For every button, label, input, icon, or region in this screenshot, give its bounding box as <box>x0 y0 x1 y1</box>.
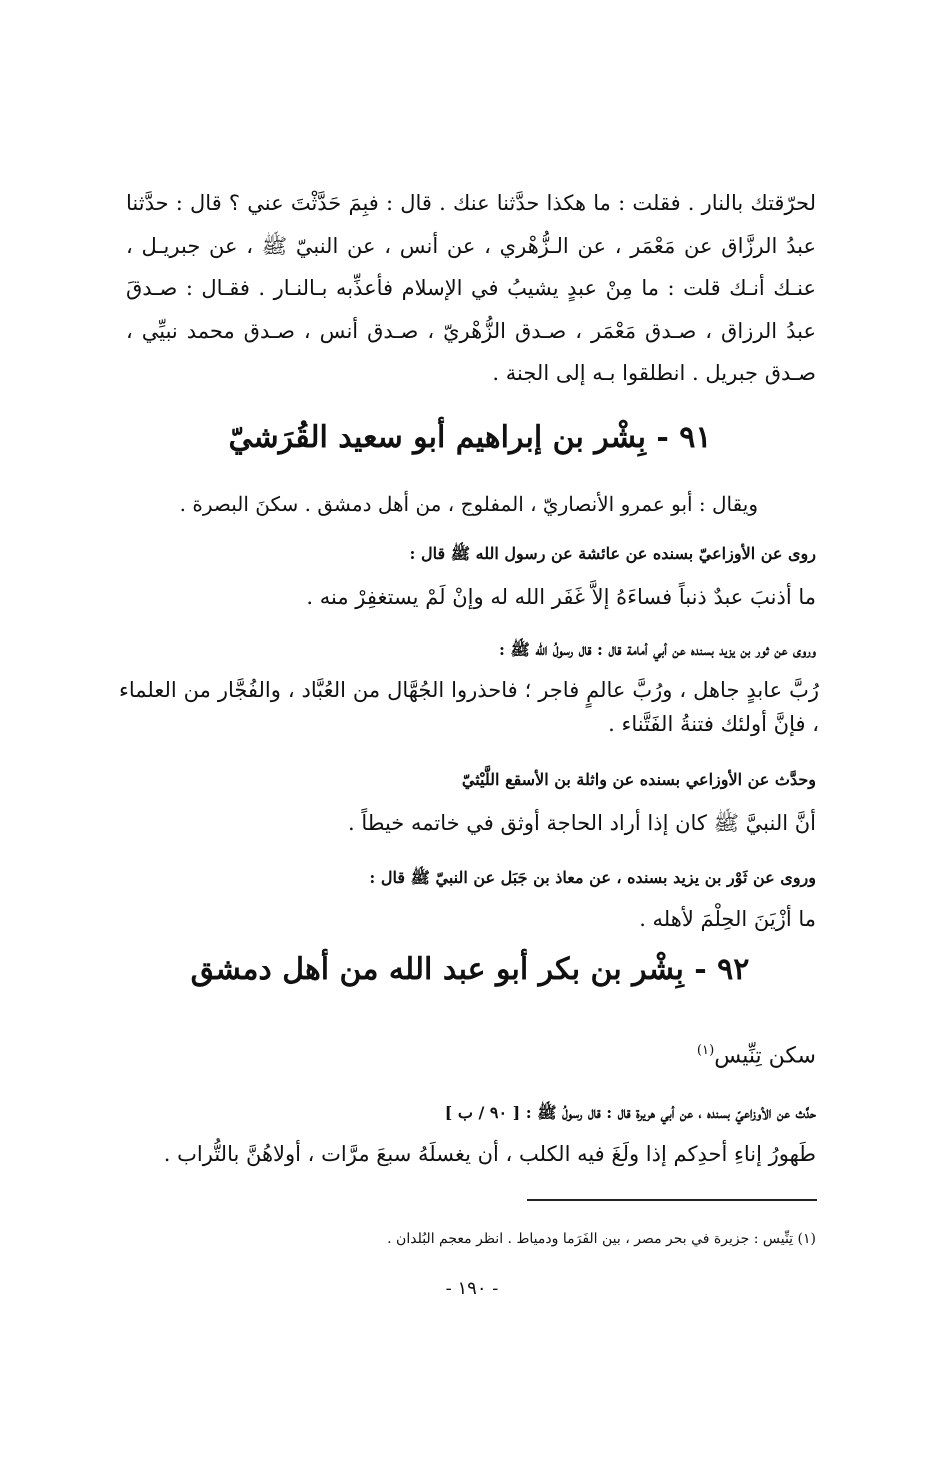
entry-92-intro <box>697 1036 816 1071</box>
entry-91-hadith-2-matn: رُبَّ عابدٍ جاهل ، ورُبَّ عالمٍ فاجر ؛ فاحذروا الجُهَّال من العُبَّاد ، والفُجَّار من العلماء ، فإنَّ أولئك فتنةُ الفَتَّناء . <box>119 678 819 736</box>
entry-91-hadith-2-isnad: وروى عن ثور بن يزيد بسنده عن أبي أمامة قال : قال رسولُ الله ﷺ : <box>499 640 816 659</box>
entry-91-hadith-1-matn: ما أذنبَ عبدٌ ذنباً فساءَهُ إلاَّ غَفَر الله له وإنْ لَمْ يستغفِرْ منه . <box>306 585 816 609</box>
footnote: (١) تِنِّيس : جزيرة في بحر مصر ، بين الفَرَما ودمياط . انظر معجم البُلدان . <box>387 1231 816 1247</box>
entry-91-hadith-4-matn: ما أزْيَنَ الحِلْمَ لأهله . <box>639 907 816 931</box>
entry-91-heading: ٩١ - بِشْر بن إبراهيم أبو سعيد القُرَشيّ <box>228 420 712 455</box>
entry-91-hadith-4-isnad: وروى عن ثَوْر بن يزيد بسنده ، عن معاذ بن جَبَل عن النبيّ ﷺ قال : <box>369 868 816 887</box>
entry-91-intro: ويقال : أبو عمرو الأنصاريّ ، المفلوج ، من أهل دمشق . سكنَ البصرة . <box>179 492 758 516</box>
opening-paragraph: لحرّقتك بالنار . فقلت : ما هكذا حدَّثنا عنك . قال : فبِمَ حَدَّثْتَ عني ؟ قال : حدَّثنا عبدُ الرزَّاق عن مَعْمَر ، عن الـزُّهْري ، عن أنس ، عن النبيّ ﷺ ، عن جبريـل ، عنـك أنـك قلت : ما مِنْ عبدٍ يشيبُ في الإسلام فأعذِّبه بـالنـار . فقـال : صـدقَ عبدُ الرزاق ، صـدق مَعْمَر ، صـدق الزُّهْريّ ، صـدق أنس ، صـدق محمد نبيِّي ، صـدق جبريل . انطلقوا بـه إلى الجنة . <box>126 191 816 385</box>
entry-92-hadith-1-matn: طَهورُ إناءِ أحدِكم إذا ولَغَ فيه الكلب ، أن يغسلَهُ سبعَ مرَّات ، أولاهُنَّ بالتُّراب . <box>163 1142 816 1166</box>
entry-91-hadith-1-isnad: روى عن الأوزاعيّ بسنده عن عائشة عن رسول الله ﷺ قال : <box>409 544 816 563</box>
entry-92-intro-text: سكن تِنِّيس <box>714 1043 816 1069</box>
entry-91-hadith-3-matn: أنَّ النبيَّ ﷺ كان إذا أراد الحاجة أوثق في خاتمه خيطاً . <box>347 811 816 835</box>
page-number: - ١٩٠ - <box>445 1278 499 1299</box>
footnote-separator <box>527 1199 817 1201</box>
entry-91-hadith-3-isnad: وحدَّث عن الأوزاعي بسنده عن واثلة بن الأسقع اللَّيْثيّ <box>461 770 816 789</box>
entry-92-hadith-1-isnad: حدَّث عن الأوزاعيّ بسنده ، عن أبي هريرة قال : قال رسولُ ﷺ : [ ٩٠ / ب ] <box>444 1103 816 1122</box>
footnote-ref-marker: (١) <box>696 1043 715 1058</box>
entry-92-heading: ٩٢ - بِشْر بن بكر أبو عبد الله من أهل دمشق <box>190 952 750 987</box>
